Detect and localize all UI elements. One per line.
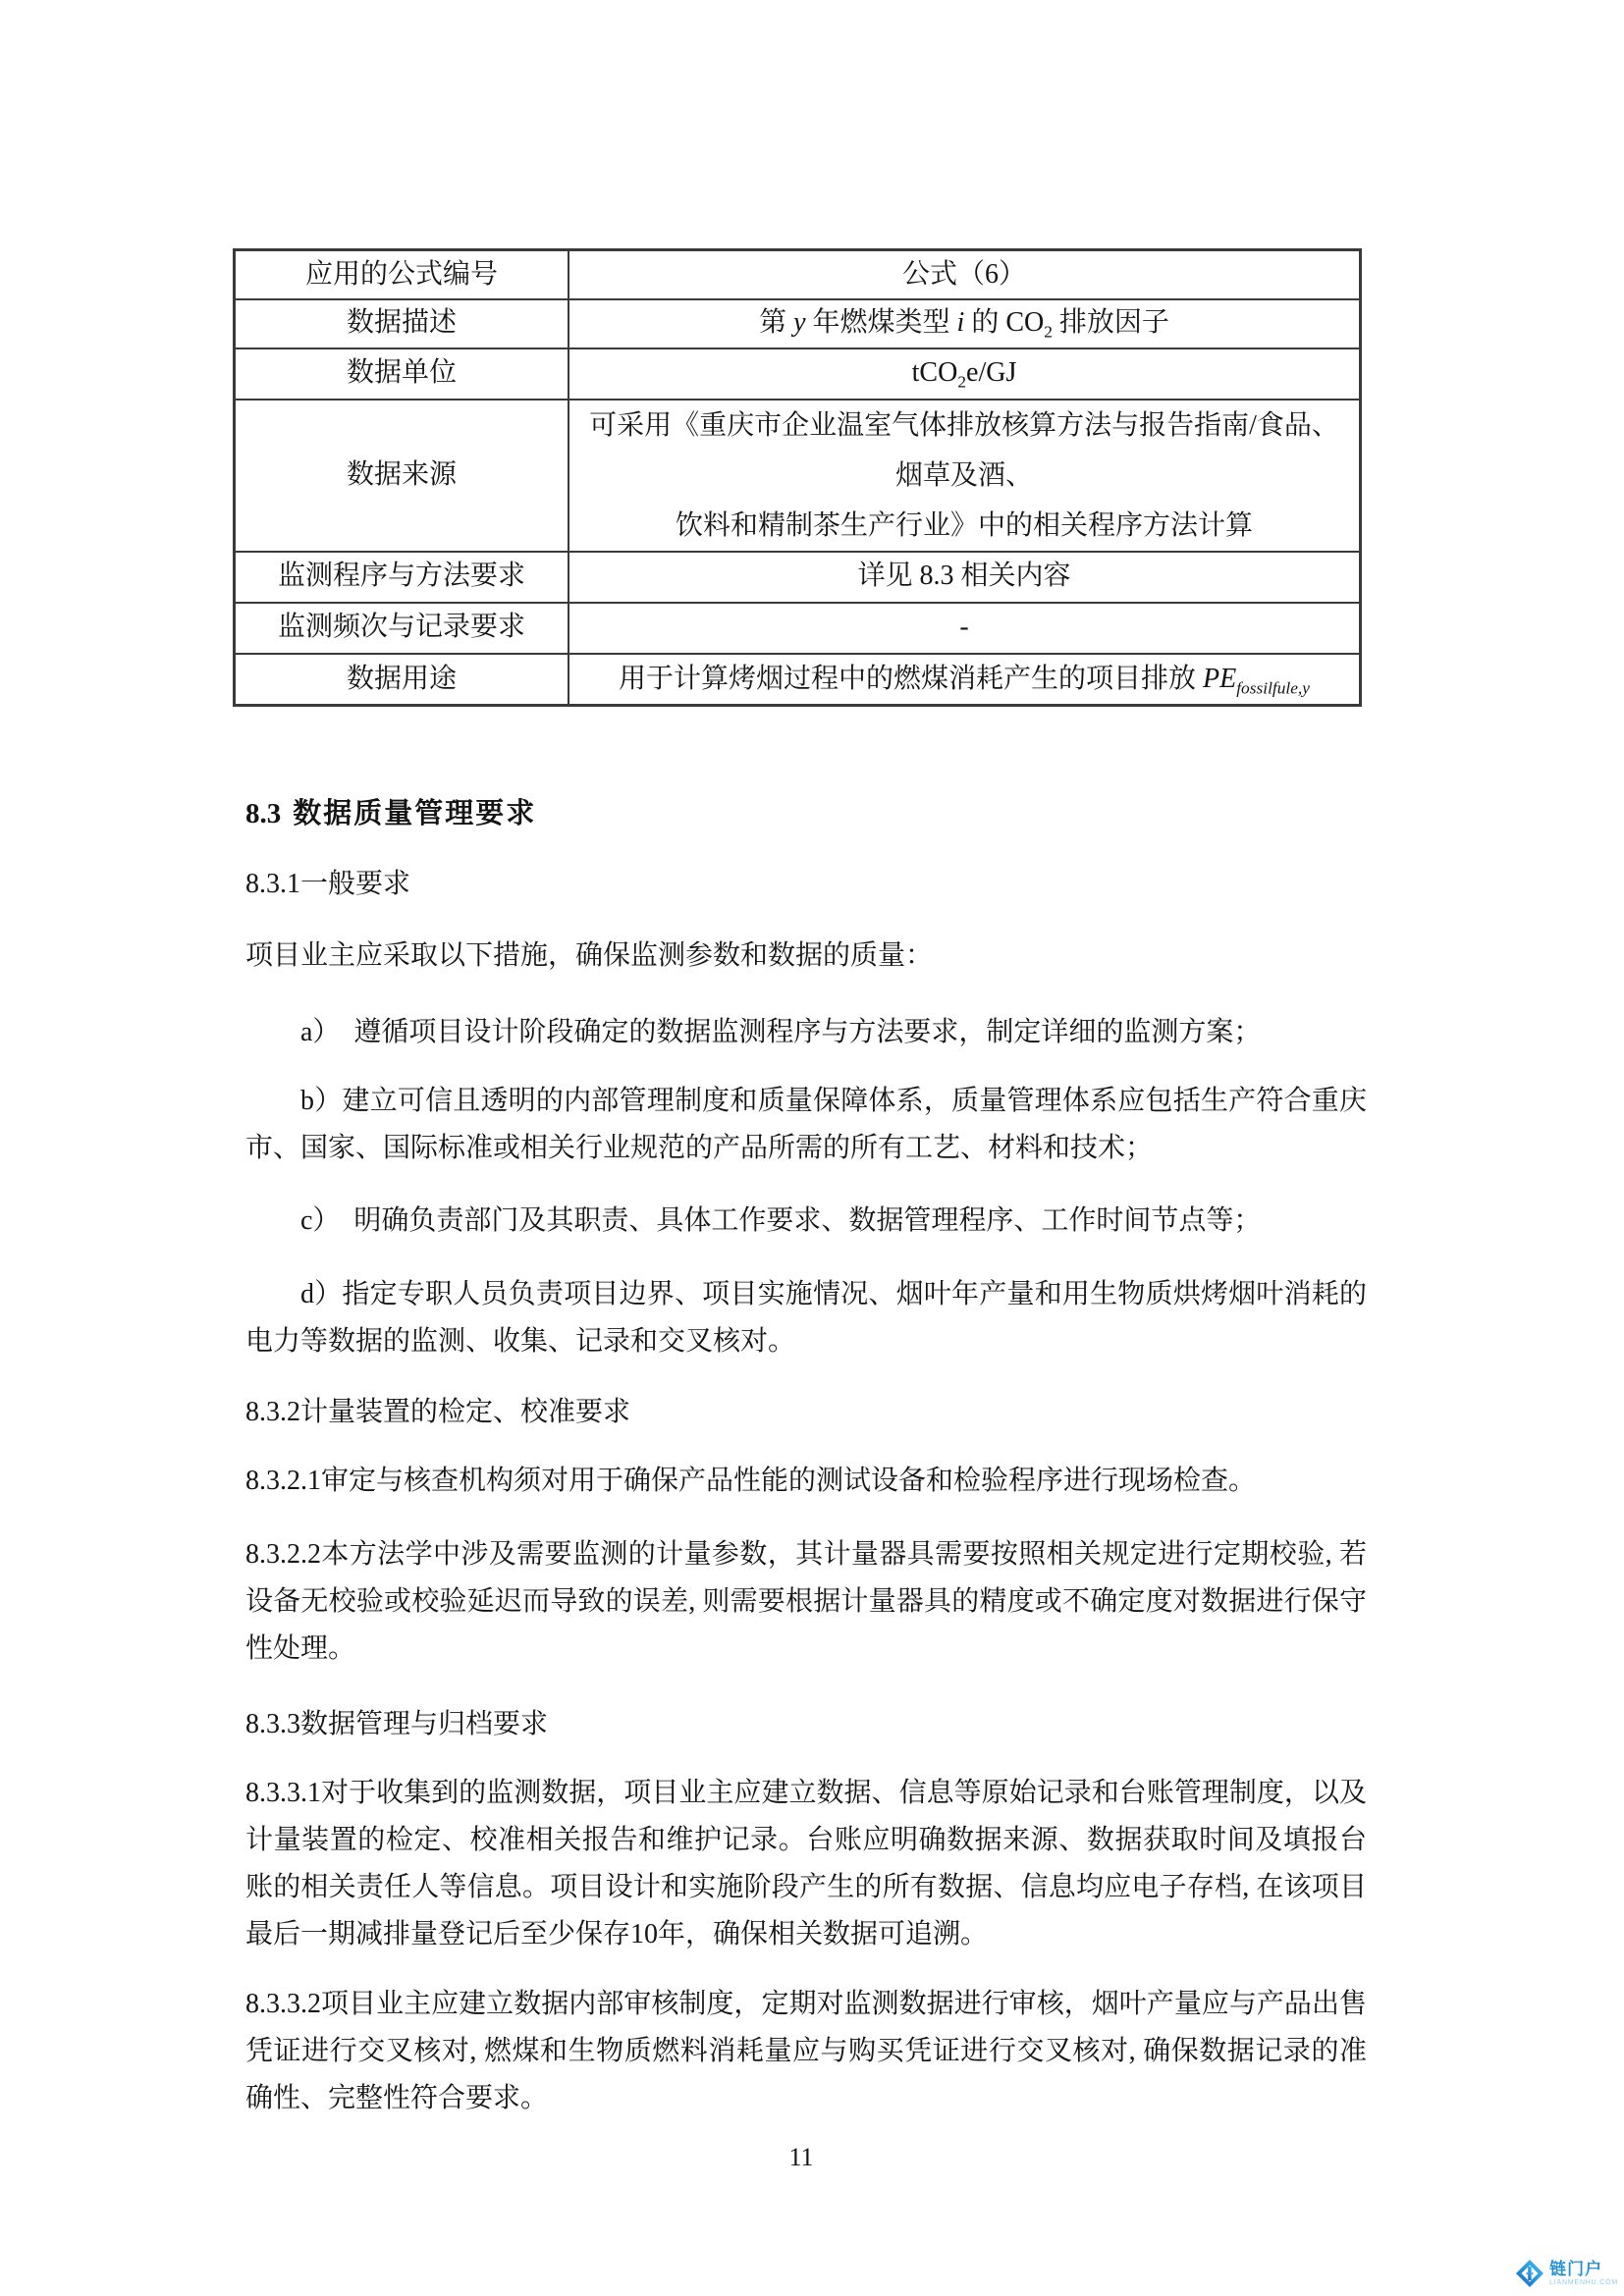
row-label: 监测程序与方法要求 — [235, 552, 569, 603]
watermark-brand: 链门户 — [1549, 2260, 1603, 2278]
heading-text: 数据质量管理要求 — [293, 798, 537, 829]
watermark-logo — [1515, 2259, 1618, 2288]
subheading-8-3-3: 8.3.3数据管理与归档要求 — [245, 1709, 549, 1739]
row-value — [568, 299, 1361, 348]
table-row — [235, 400, 1361, 552]
variable-i: i — [956, 307, 965, 339]
value-text: e/GJ — [966, 357, 1017, 389]
row-value: - — [568, 603, 1361, 654]
document-content — [236, 248, 1367, 2177]
row-label: 数据用途 — [235, 654, 569, 706]
row-value — [568, 348, 1361, 400]
row-value — [568, 400, 1361, 552]
table-row — [235, 250, 1361, 299]
row-label: 数据来源 — [235, 400, 569, 552]
value-text: 用于计算烤烟过程中的燃煤消耗产生的项目排放 — [619, 663, 1204, 694]
table-row — [235, 348, 1361, 400]
variable-y: y — [793, 307, 806, 339]
list-item-b: b）建立可信且透明的内部管理制度和质量保障体系，质量管理体系应包括生产符合重庆市、国家、国际标准或相关行业规范的产品所需的所有工艺、材料和技术； — [245, 1086, 1367, 1163]
subscript: 2 — [957, 372, 967, 392]
table-row — [235, 299, 1361, 348]
value-text: 年燃煤类型 — [805, 307, 957, 339]
variable-pe: PE — [1203, 663, 1237, 694]
heading-number: 8.3 — [245, 798, 282, 829]
row-label: 数据单位 — [235, 348, 569, 400]
row-label: 监测频次与记录要求 — [235, 603, 569, 654]
subheading-8-3-1: 8.3.1一般要求 — [245, 869, 411, 899]
watermark-domain: LIANMENHU.COM — [1549, 2279, 1618, 2286]
section-heading-8-3 — [245, 790, 1367, 837]
value-text: 的 CO — [964, 307, 1045, 339]
table-row — [235, 552, 1361, 603]
paragraph-8-3-3-2: 8.3.3.2项目业主应建立数据内部审核制度，定期对监测数据进行审核，烟叶产量应与产品出售凭证进行交叉核对, 燃煤和生物质燃料消耗量应与购买凭证进行交叉核对, 确保数据记录的准确性、完整性符合要求。 — [245, 1989, 1367, 2113]
paragraph-8-3-3-1: 8.3.3.1对于收集到的监测数据，项目业主应建立数据、信息等原始记录和台账管理制度，以及计量装置的检定、校准相关报告和维护记录。台账应明确数据来源、数据获取时间及填报台账的相关责任人等信息。项目设计和实施阶段产生的所有数据、信息均应电子存档, 在该项目最后一期减排量登记后至少保存10年，确保相关数据可追溯。 — [245, 1778, 1367, 1949]
value-text: 第 — [759, 307, 794, 339]
list-item-d: d）指定专职人员负责项目边界、项目实施情况、烟叶年产量和用生物质烘烤烟叶消耗的电力等数据的监测、收集、记录和交叉核对。 — [245, 1279, 1367, 1357]
value-line: 饮料和精制茶生产行业》中的相关程序方法计算 — [675, 509, 1253, 541]
paragraph-intro: 项目业主应采取以下措施，确保监测参数和数据的质量： — [245, 940, 934, 971]
table-row — [235, 603, 1361, 654]
subscript: 2 — [1044, 322, 1053, 342]
row-value: 公式（6） — [568, 250, 1361, 299]
table-row — [235, 654, 1361, 706]
list-item-c: c） 明确负责部门及其职责、具体工作要求、数据管理程序、工作时间节点等； — [300, 1205, 1262, 1236]
row-value — [568, 654, 1361, 706]
row-value: 详见 8.3 相关内容 — [568, 552, 1361, 603]
value-line: 可采用《重庆市企业温室气体排放核算方法与报告指南/食品、烟草及酒、 — [589, 409, 1339, 491]
row-label: 数据描述 — [235, 299, 569, 348]
list-item-a: a） 遵循项目设计阶段确定的数据监测程序与方法要求，制定详细的监测方案； — [300, 1017, 1262, 1047]
page-number: 11 — [788, 2143, 814, 2171]
diamond-logo-icon — [1515, 2259, 1544, 2288]
subheading-8-3-2: 8.3.2计量装置的检定、校准要求 — [245, 1397, 631, 1427]
parameter-table — [233, 248, 1362, 707]
paragraph-8-3-2-2: 8.3.2.2本方法学中涉及需要监测的计量参数，其计量器具需要按照相关规定进行定期校验, 若设备无校验或校验延迟而导致的误差, 则需要根据计量器具的精度或不确定度对数据进行保守性处理。 — [245, 1539, 1367, 1664]
value-text: 排放因子 — [1052, 307, 1169, 339]
value-text: tCO — [911, 357, 958, 389]
row-label: 应用的公式编号 — [235, 250, 569, 299]
paragraph-8-3-2-1: 8.3.2.1审定与核查机构须对用于确保产品性能的测试设备和检验程序进行现场检查。 — [245, 1466, 1257, 1496]
subscript: fossilfule,y — [1236, 678, 1310, 698]
